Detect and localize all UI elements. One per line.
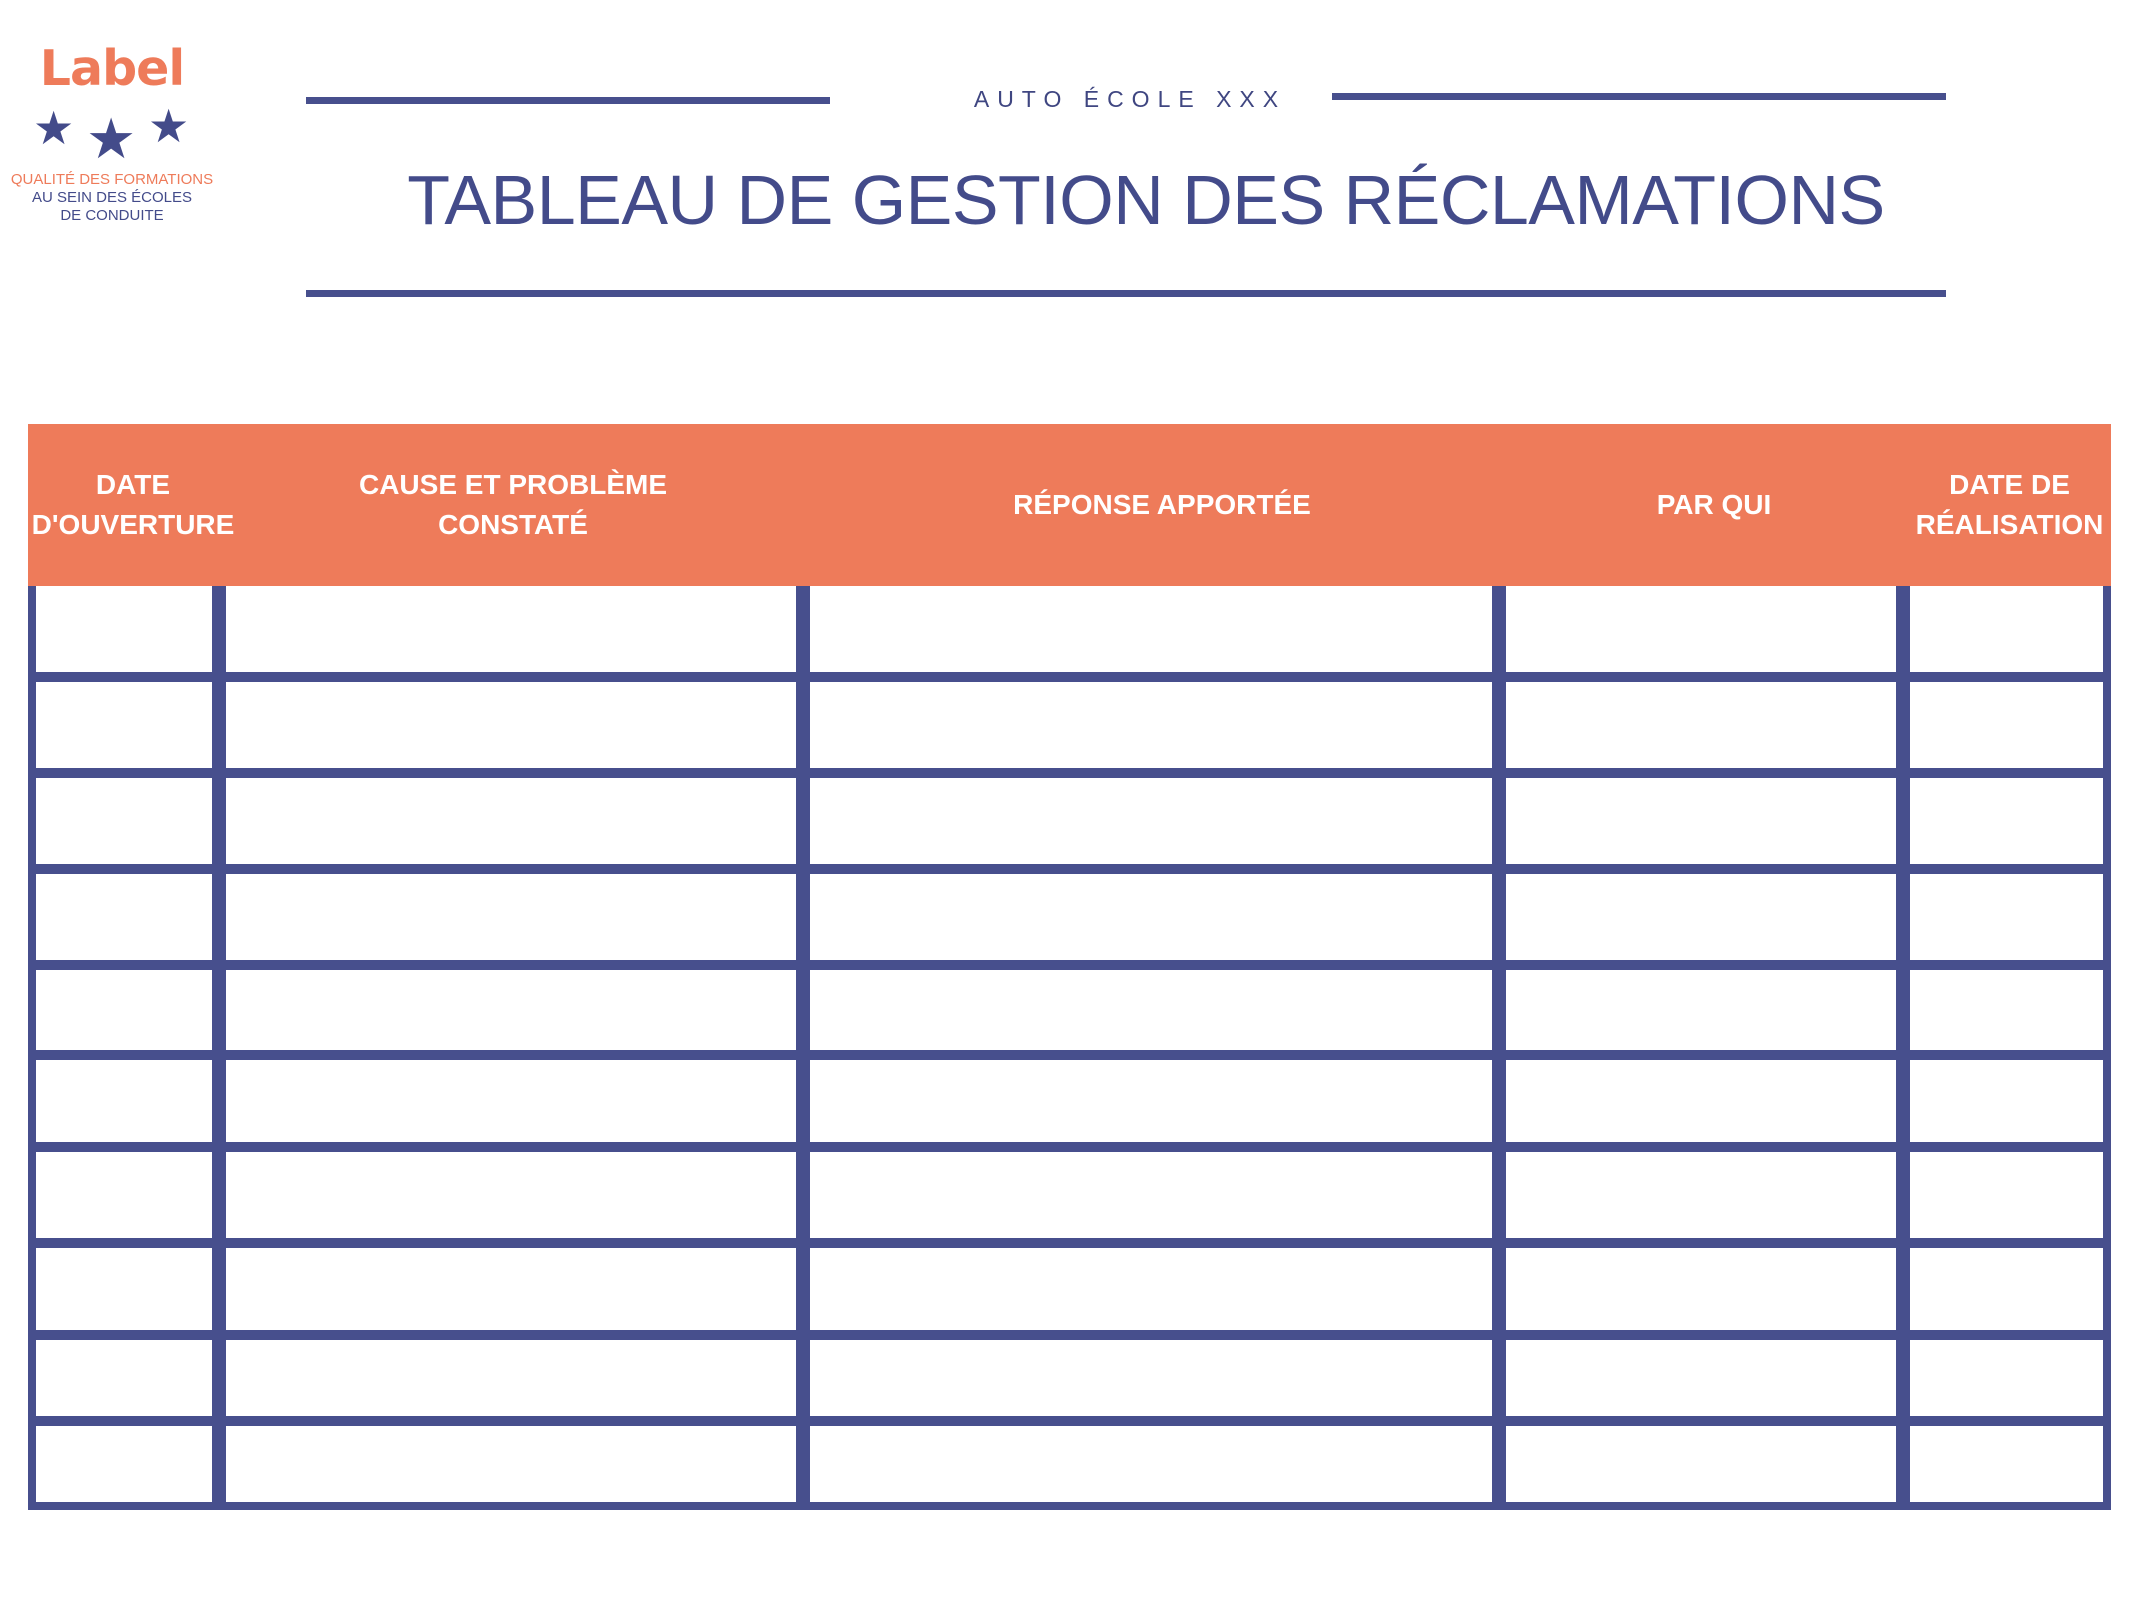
logo-tagline-line: DE CONDUITE (60, 207, 164, 224)
column-header-response: RÉPONSE APPORTÉE (1013, 489, 1311, 520)
complaints-table (28, 424, 2111, 586)
table-cell[interactable] (810, 586, 1492, 672)
table-cell[interactable] (226, 874, 796, 960)
table-cell[interactable] (1506, 1060, 1896, 1142)
star-icon: ★ (148, 100, 190, 152)
table-cell[interactable] (226, 1060, 796, 1142)
column-header-opening-date: DATE D'OUVERTURE (31, 469, 235, 540)
table-cell[interactable] (1910, 874, 2103, 960)
table-cell[interactable] (1506, 874, 1896, 960)
table-cell[interactable] (1506, 970, 1896, 1050)
table-cell[interactable] (1910, 1248, 2103, 1330)
table-cell[interactable] (36, 970, 212, 1050)
table-cell[interactable] (1506, 1340, 1896, 1416)
table-cell[interactable] (810, 1060, 1492, 1142)
table-cell[interactable] (1506, 1426, 1896, 1502)
logo-tagline-line: AU SEIN DES ÉCOLES (31, 189, 193, 206)
table-cell[interactable] (226, 1426, 796, 1502)
column-header-by-whom: PAR QUI (1656, 489, 1772, 520)
table-cell[interactable] (226, 1248, 796, 1330)
logo (0, 40, 224, 225)
table-cell[interactable] (1910, 1340, 2103, 1416)
three-stars-icon (0, 97, 224, 170)
table-cell[interactable] (1910, 1060, 2103, 1142)
table-cell[interactable] (810, 1248, 1492, 1330)
table-cell[interactable] (226, 682, 796, 768)
star-icon: ★ (33, 102, 75, 154)
header-rule-right (1332, 93, 1946, 100)
table-cell[interactable] (36, 874, 212, 960)
table-cell[interactable] (226, 586, 796, 672)
table-cell[interactable] (1506, 682, 1896, 768)
table-cell[interactable] (1910, 778, 2103, 864)
table-body (28, 586, 2111, 1510)
table-cell[interactable] (810, 1426, 1492, 1502)
column-header-cause: CAUSE ET PROBLÈME CONSTATÉ (358, 469, 668, 540)
table-cell[interactable] (1506, 586, 1896, 672)
table-cell[interactable] (226, 970, 796, 1050)
table-cell[interactable] (36, 586, 212, 672)
star-icon: ★ (86, 107, 137, 170)
header-rule-bottom (306, 290, 1946, 297)
table-cell[interactable] (810, 970, 1492, 1050)
table-cell[interactable] (1506, 778, 1896, 864)
table-cell[interactable] (1910, 1426, 2103, 1502)
table-cell[interactable] (1910, 682, 2103, 768)
table-cell[interactable] (226, 1340, 796, 1416)
table-cell[interactable] (1910, 1152, 2103, 1238)
logo-tagline-line: QUALITÉ DES FORMATIONS (10, 171, 214, 188)
table-cell[interactable] (36, 1152, 212, 1238)
table-cell[interactable] (36, 1060, 212, 1142)
table-cell[interactable] (36, 682, 212, 768)
column-header-completion-date: DATE DE RÉALISATION (1915, 469, 2104, 540)
table-cell[interactable] (810, 682, 1492, 768)
table-cell[interactable] (810, 778, 1492, 864)
table-cell[interactable] (810, 1340, 1492, 1416)
school-name: AUTO ÉCOLE XXX (973, 86, 1287, 112)
table-cell[interactable] (226, 1152, 796, 1238)
logo-wordmark: Label (39, 40, 185, 97)
table-cell[interactable] (1506, 1152, 1896, 1238)
table-cell[interactable] (810, 874, 1492, 960)
table-cell[interactable] (36, 1248, 212, 1330)
table-cell[interactable] (1506, 1248, 1896, 1330)
header-rule-left (306, 97, 830, 104)
table-cell[interactable] (1910, 586, 2103, 672)
table-cell[interactable] (1910, 970, 2103, 1050)
table-cell[interactable] (226, 778, 796, 864)
table-cell[interactable] (810, 1152, 1492, 1238)
table-cell[interactable] (36, 778, 212, 864)
table-cell[interactable] (36, 1340, 212, 1416)
table-cell[interactable] (36, 1426, 212, 1502)
page-title: TABLEAU DE GESTION DES RÉCLAMATIONS (407, 161, 1885, 239)
table-header (28, 424, 2111, 586)
logo-tagline (0, 171, 224, 225)
